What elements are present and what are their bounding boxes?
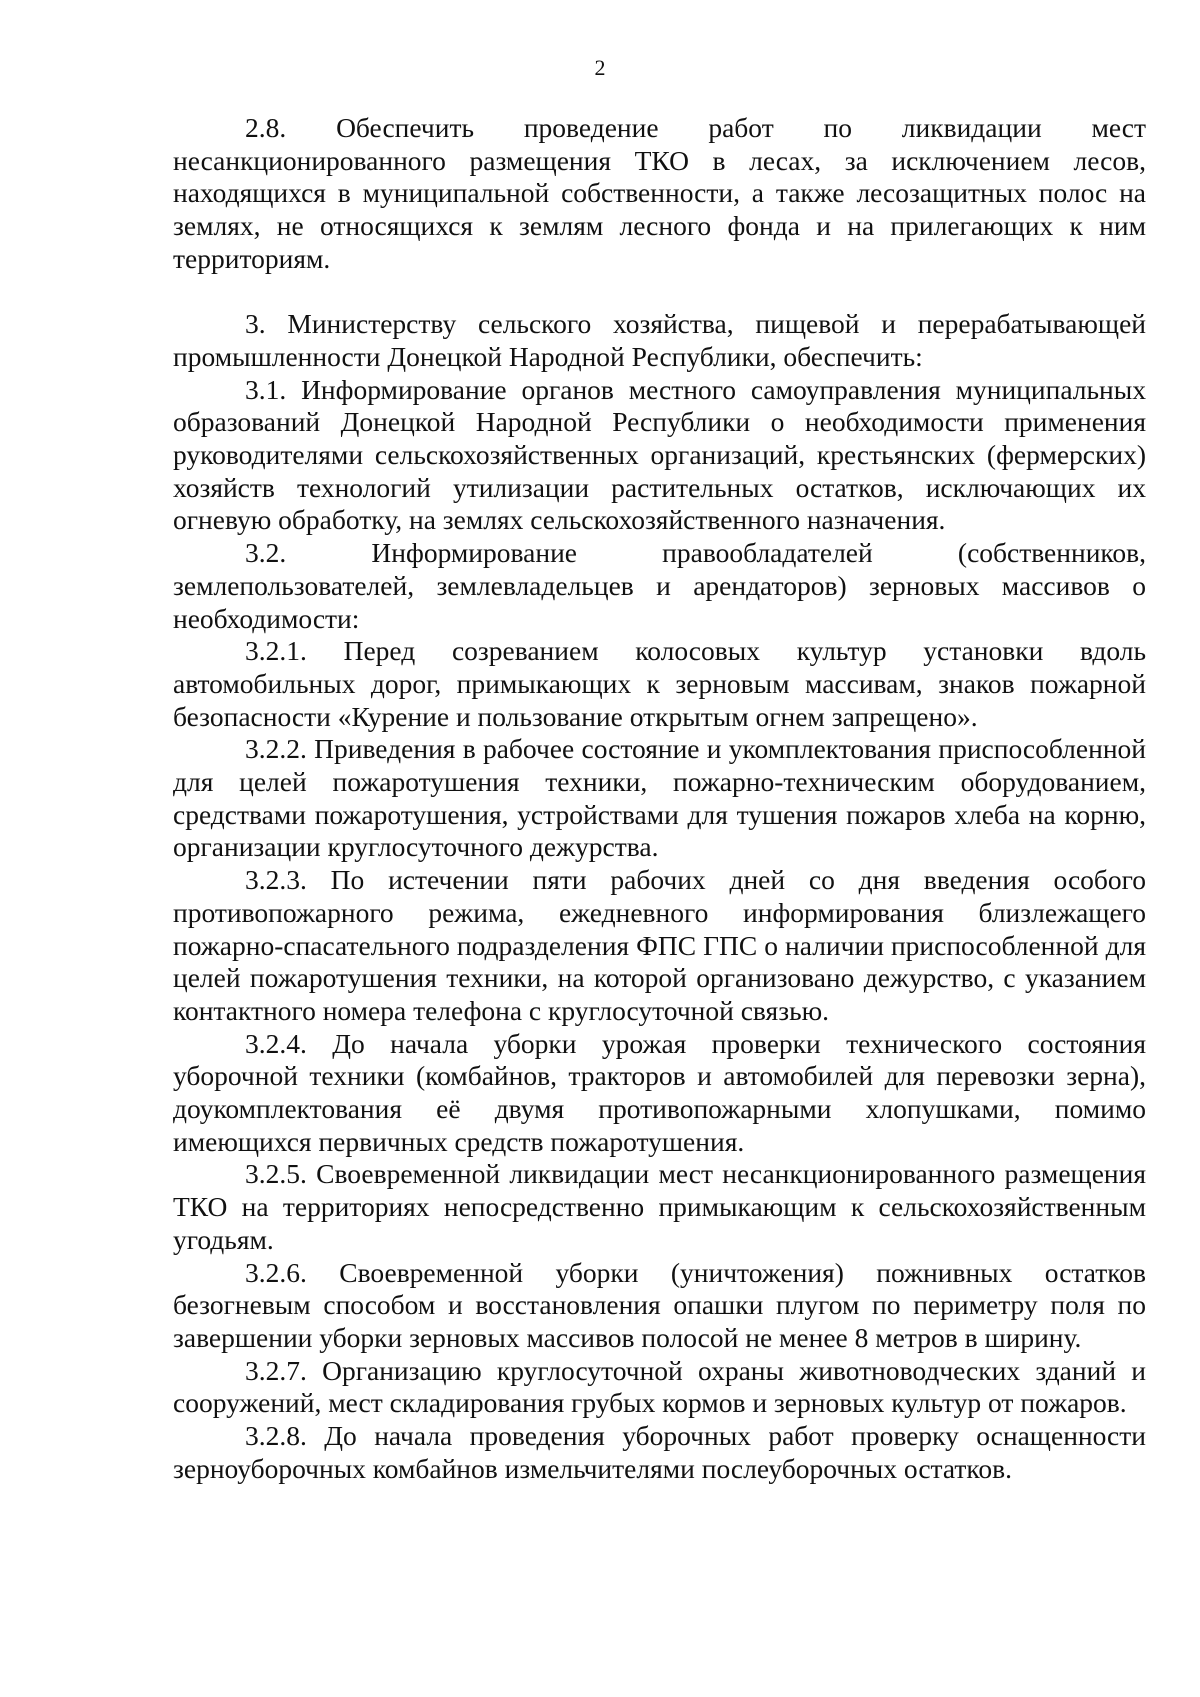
paragraph-3-1: 3.1. Информирование органов местного самоуправления муниципальных образований Донецкой Народной Республики о необходимости применения руководителями сельскохозяйственных организаций, крестьянских (фермерских) хозяйств технологий утилизации растительных остатков, исключающих их огневую обработку, на землях сельскохозяйственного назначения.: [173, 373, 1146, 536]
paragraph-2-8: 2.8. Обеспечить проведение работ по ликвидации мест несанкционированного размещения ТКО в лесах, за исключением лесов, находящихся в муниципальной собственности, а также лесозащитных полос на землях, не относящихся к землям лесного фонда и на прилегающих к ним территориям.: [173, 112, 1146, 274]
page-number: 2: [594, 55, 606, 80]
paragraph-3-2-5: 3.2.5. Своевременной ликвидации мест несанкционированного размещения ТКО на территориях непосредственно примыкающим к сельскохозяйственным угодьям.: [173, 1158, 1146, 1255]
paragraph-3-2-1: 3.2.1. Перед созреванием колосовых культур установки вдоль автомобильных дорог, примыкающих к зерновым массивам, знаков пожарной безопасности «Курение и пользование открытым огнем запрещено».: [173, 635, 1146, 732]
paragraph-3: 3. Министерству сельского хозяйства, пищевой и перерабатывающей промышленности Донецкой Народной Республики, обеспечить:: [173, 308, 1146, 372]
paragraph-3-2-6: 3.2.6. Своевременной уборки (уничтожения) пожнивных остатков безогневым способом и восстановления опашки плугом по периметру поля по завершении уборки зерновых массивов полосой не менее 8 метров в ширину.: [173, 1256, 1146, 1353]
paragraph-3-2-7: 3.2.7. Организацию круглосуточной охраны животноводческих зданий и сооружений, мест складирования грубых кормов и зерновых культур от пожаров.: [173, 1354, 1146, 1419]
paragraph-3-2-3: 3.2.3. По истечении пяти рабочих дней со дня введения особого противопожарного режима, ежедневного информирования близлежащего пожарно-спасательного подразделения ФПС ГПС о наличии приспособленной для целей пожаротушения техники, на которой организовано дежурство, с указанием контактного номера телефона с круглосуточной связью.: [173, 864, 1146, 1026]
document-body: [173, 112, 1146, 1486]
paragraph-3-2-4: 3.2.4. До начала уборки урожая проверки технического состояния уборочной техники (комбайнов, тракторов и автомобилей для перевозки зерна), доукомплектования её двумя противопожарными хлопушками, помимо имеющихся первичных средств пожаротушения.: [173, 1027, 1146, 1157]
paragraph-3-2-8: 3.2.8. До начала проведения уборочных работ проверку оснащенности зерноуборочных комбайнов измельчителями послеуборочных остатков.: [173, 1420, 1146, 1484]
paragraph-3-2-2: 3.2.2. Приведения в рабочее состояние и укомплектования приспособленной для целей пожаротушения техники, пожарно-техническим оборудованием, средствами пожаротушения, устройствами для тушения пожаров хлеба на корню, организации круглосуточного дежурства.: [173, 733, 1146, 863]
paragraph-3-2: 3.2. Информирование правообладателей (собственников, землепользователей, землевладельцев и арендаторов) зерновых массивов о необходимости:: [173, 537, 1146, 634]
